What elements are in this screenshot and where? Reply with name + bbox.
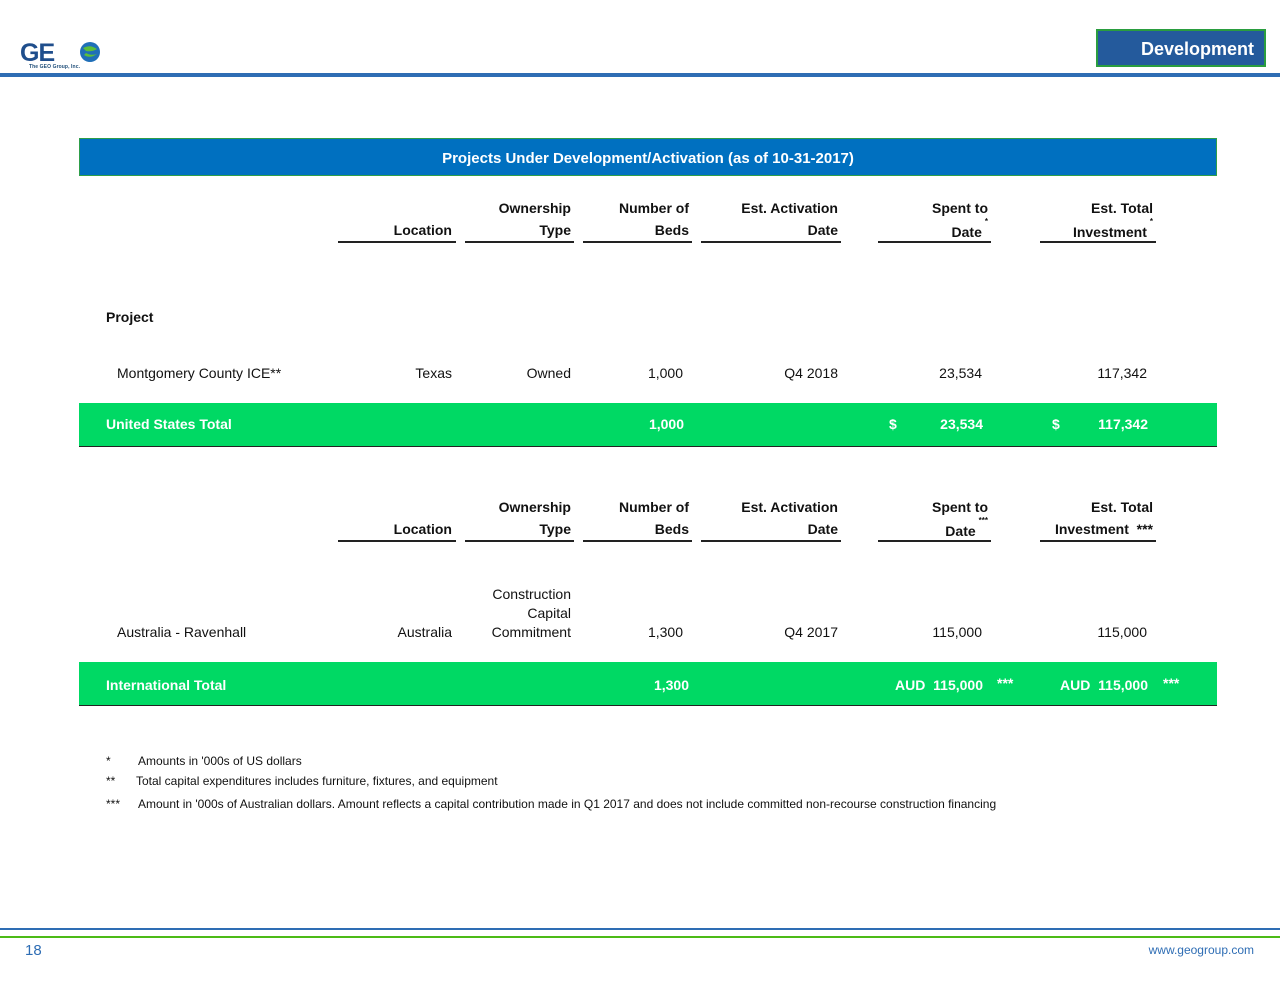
col-spent-line1: Spent to [932,499,988,515]
us-total-invest-currency: $ [1052,416,1060,432]
logo-subtext: The GEO Group, Inc. [29,64,81,70]
col-spent-line2: Date*** [945,516,988,539]
website-link[interactable]: www.geogroup.com [1148,943,1254,957]
table-title-banner [79,138,1217,176]
page-number: 18 [25,942,42,959]
col-beds-line1: Number of [619,499,689,515]
header-underline [701,540,841,542]
header-rule [0,73,1280,77]
table-title: Projects Under Development/Activation (as of 10-31-2017) [442,150,854,167]
intl-total-row [79,662,1217,706]
us-total-spent-currency: $ [889,416,897,432]
cell-ownership-line3: Commitment [491,624,571,640]
header-underline [338,540,456,542]
cell-ownership: Owned [526,365,571,381]
header-underline [583,540,692,542]
footnote: *** Amount in '000s of Australian dollars. Amount reflects a capital contribution made in Q1 2017 and does not include committed non-recourse construction financing [106,797,997,811]
col-invest-line1: Est. Total [1091,499,1153,515]
header-underline [1040,540,1156,542]
project-label: Project [106,309,154,325]
us-total-beds: 1,000 [648,416,684,432]
cell-spent: 23,534 [939,365,982,381]
cell-ownership-line1: Construction [492,586,571,602]
intl-total-beds: 1,300 [653,677,689,693]
header-underline [338,241,456,243]
header-underline [878,241,991,243]
col-invest-line1: Est. Total [1091,200,1153,216]
header-underline [465,540,574,542]
cell-activation: Q4 2017 [784,624,838,640]
intl-total-label: International Total [106,677,227,693]
col-activation-line1: Est. Activation [741,499,838,515]
us-total-spent: 23,534 [940,416,983,432]
intl-total-invest-mark: *** [1163,675,1180,691]
col-location: Location [393,222,452,238]
cell-project: Australia - Ravenhall [117,624,247,640]
svg-text:GE: GE [20,40,55,64]
footer-rule-green [0,936,1280,938]
col-ownership-line2: Type [539,222,571,238]
col-location: Location [393,521,452,537]
col-activation-line1: Est. Activation [741,200,838,216]
section-label: Development [1140,39,1254,59]
cell-beds: 1,300 [647,624,683,640]
col-ownership-line2: Type [539,521,571,537]
intl-total-investment: AUD 115,000 [1060,677,1148,693]
header-underline [583,241,692,243]
footer-rule-blue [0,928,1280,930]
us-total-investment: 117,342 [1098,416,1148,432]
cell-beds: 1,000 [647,365,683,381]
header-underline [1040,241,1156,243]
header-underline [465,241,574,243]
cell-location: Australia [397,624,452,640]
col-beds-line1: Number of [619,200,689,216]
section-label-box [1096,29,1266,67]
col-beds-line2: Beds [654,222,689,238]
col-spent-line1: Spent to [932,200,988,216]
col-ownership-line1: Ownership [498,200,571,216]
intl-total-spent: AUD 115,000 [895,677,983,693]
cell-investment: 115,000 [1097,624,1147,640]
cell-ownership-line2: Capital [527,605,571,621]
col-activation-line2: Date [807,222,838,238]
col-beds-line2: Beds [654,521,689,537]
header-underline [701,241,841,243]
cell-investment: 117,342 [1097,365,1147,381]
col-invest-line2: Investment *** [1054,521,1153,537]
col-ownership-line1: Ownership [498,499,571,515]
cell-activation: Q4 2018 [784,365,838,381]
footnote: ** Total capital expenditures includes furniture, fixtures, and equipment [106,774,498,788]
us-total-label: United States Total [106,416,232,432]
footnote: * Amounts in '000s of US dollars [106,754,302,768]
col-activation-line2: Date [807,521,838,537]
us-total-row [79,403,1217,447]
cell-spent: 115,000 [932,624,982,640]
col-invest-line2: Investment* [1072,217,1153,240]
intl-total-spent-mark: *** [997,675,1014,691]
col-spent-line2: Date* [951,217,988,240]
header-underline [878,540,991,542]
cell-location: Texas [415,365,452,381]
cell-project: Montgomery County ICE** [117,365,282,381]
